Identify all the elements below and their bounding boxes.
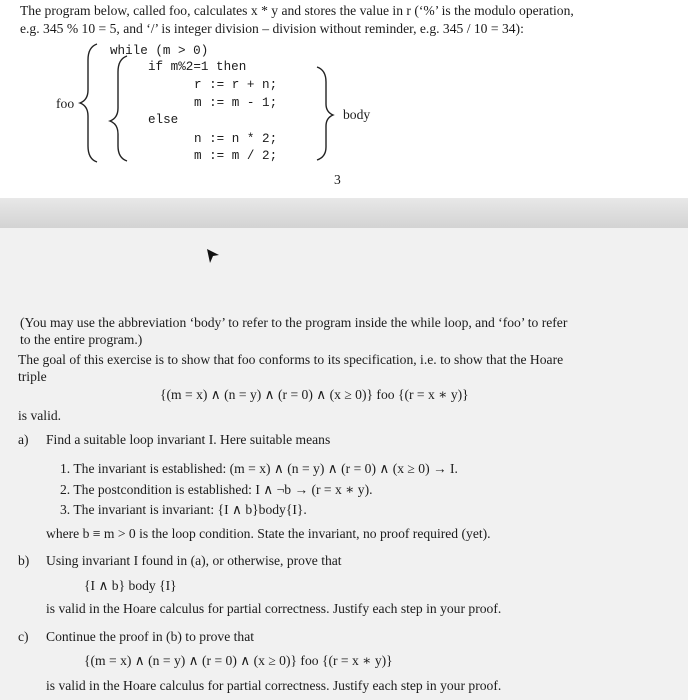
goal-line-2: triple: [18, 369, 47, 384]
foo-label: foo: [56, 96, 75, 111]
statement-r-update: r := r + n;: [194, 78, 278, 92]
abbreviation-line-2: to the entire program.): [20, 332, 143, 347]
invariant-item-1: 1. The invariant is established: (m = x) ∧ (n = y) ∧ (r = 0) ∧ (x ≥ 0) → I.: [60, 461, 458, 476]
part-b-text: Using invariant I found in (a), or otherwise, prove that: [46, 553, 342, 568]
part-b-formula: {I ∧ b} body {I}: [84, 578, 177, 593]
if-line: if m%2=1 then: [148, 60, 247, 74]
page-number: 3: [334, 172, 341, 187]
intro-line-1: The program below, called foo, calculates x * y and stores the value in r (‘%’ is the modulo operation,: [20, 3, 574, 18]
abbreviation-line-1: (You may use the abbreviation ‘body’ to refer to the program inside the while loop, and ‘foo’ to refer: [20, 315, 568, 330]
statement-m-halve: m := m / 2;: [194, 149, 278, 163]
statement-n-double: n := n * 2;: [194, 132, 278, 146]
next-page-panel: [0, 228, 688, 700]
cursor-arrow-icon: [206, 248, 220, 266]
else-label: else: [148, 113, 179, 127]
part-c-text: Continue the proof in (b) to prove that: [46, 629, 255, 644]
statement-m-decrement: m := m - 1;: [194, 96, 278, 110]
part-c-label: c): [18, 629, 29, 644]
body-label: body: [343, 107, 371, 122]
part-c-validity: is valid in the Hoare calculus for partial correctness. Justify each step in your proof.: [46, 678, 502, 693]
while-line: while (m > 0): [110, 44, 209, 58]
part-b-label: b): [18, 553, 30, 568]
intro-line-2: e.g. 345 % 10 = 5, and ‘/’ is integer division – division without reminder, e.g. 345 / 10 = 34):: [20, 21, 524, 36]
top-page-panel: [0, 0, 688, 196]
part-a-label: a): [18, 432, 29, 447]
invariant-item-3: 3. The invariant is invariant: {I ∧ b}body{I}.: [60, 502, 307, 517]
is-valid-text: is valid.: [18, 408, 62, 423]
hoare-triple: {(m = x) ∧ (n = y) ∧ (r = 0) ∧ (x ≥ 0)} foo {(r = x ∗ y)}: [160, 387, 469, 402]
page-divider: [0, 198, 688, 228]
program-braces: [0, 0, 688, 196]
goal-line-1: The goal of this exercise is to show that foo conforms to its specification, i.e. to show that the Hoare: [18, 352, 564, 367]
part-c-formula: {(m = x) ∧ (n = y) ∧ (r = 0) ∧ (x ≥ 0)} foo {(r = x ∗ y)}: [84, 653, 393, 668]
loop-condition-note: where b ≡ m > 0 is the loop condition. State the invariant, no proof required (yet).: [46, 526, 491, 541]
part-a-text: Find a suitable loop invariant I. Here suitable means: [46, 432, 331, 447]
invariant-item-2: 2. The postcondition is established: I ∧ ¬b → (r = x ∗ y).: [60, 482, 373, 497]
part-b-validity: is valid in the Hoare calculus for partial correctness. Justify each step in your proof.: [46, 601, 502, 616]
